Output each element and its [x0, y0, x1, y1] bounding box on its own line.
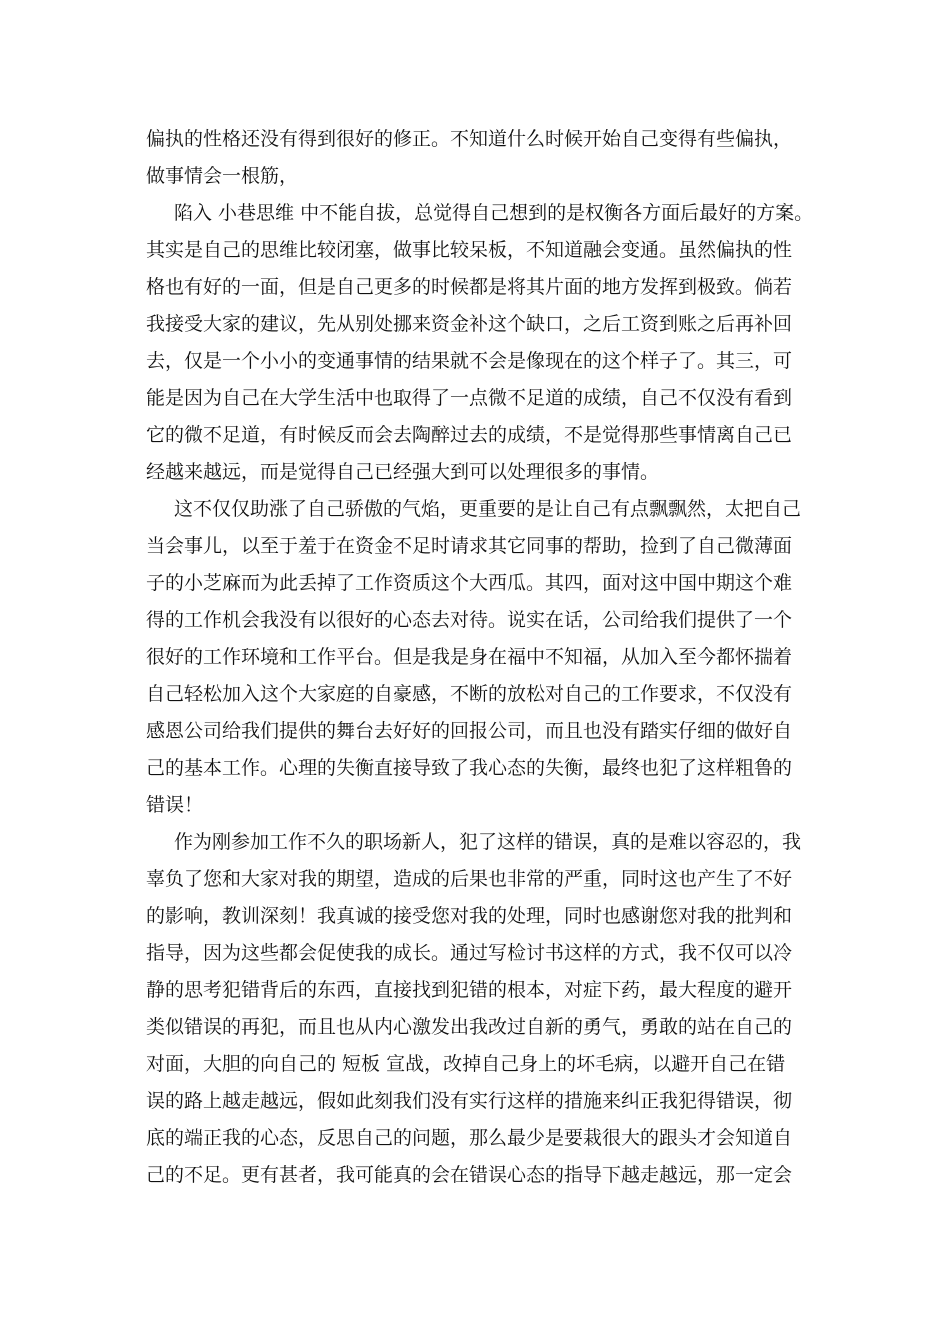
text-line: 辜负了您和大家对我的期望，造成的后果也非常的严重，同时这也产生了不好	[146, 868, 793, 890]
text-line: 得的工作机会我没有以很好的心态去对待。说实在话，公司给我们提供了一个	[146, 609, 793, 631]
body-text	[146, 121, 826, 1194]
text-line: 做事情会一根筋，	[146, 165, 299, 187]
text-line: 对面，大胆的向自己的 短板 宣战，改掉自己身上的坏毛病，以避开自己在错	[146, 1053, 786, 1075]
text-line: 己的不足。更有甚者，我可能真的会在错误心态的指导下越走越远，那一定会	[146, 1164, 793, 1186]
paragraph-first-line: 陷入 小巷思维 中不能自拔，总觉得自己想到的是权衡各方面后最好的方案。	[174, 202, 814, 224]
text-line: 当会事儿，以至于羞于在资金不足时请求其它同事的帮助，捡到了自己微薄面	[146, 535, 793, 557]
text-line: 子的小芝麻而为此丢掉了工作资质这个大西瓜。其四，面对这中国中期这个难	[146, 572, 793, 594]
text-line: 的影响，教训深刻！我真诚的接受您对我的处理，同时也感谢您对我的批判和	[146, 905, 793, 927]
text-line: 指导，因为这些都会促使我的成长。通过写检讨书这样的方式，我不仅可以冷	[146, 942, 793, 964]
text-line: 能是因为自己在大学生活中也取得了一点微不足道的成绩，自己不仅没有看到	[146, 387, 793, 409]
text-line: 格也有好的一面，但是自己更多的时候都是将其片面的地方发挥到极致。倘若	[146, 276, 793, 298]
text-line: 己的基本工作。心理的失衡直接导致了我心态的失衡，最终也犯了这样粗鲁的	[146, 757, 793, 779]
text-line: 很好的工作环境和工作平台。但是我是身在福中不知福，从加入至今都怀揣着	[146, 646, 793, 668]
paragraph-first-line: 作为刚参加工作不久的职场新人，犯了这样的错误，真的是难以容忍的，我	[174, 831, 802, 853]
text-line: 自己轻松加入这个大家庭的自豪感，不断的放松对自己的工作要求，不仅没有	[146, 683, 793, 705]
text-line: 它的微不足道，有时候反而会去陶醉过去的成绩，不是觉得那些事情离自己已	[146, 424, 793, 446]
text-line: 错误！	[146, 794, 204, 816]
text-line: 经越来越远，而是觉得自己已经强大到可以处理很多的事情。	[146, 461, 660, 483]
text-line: 偏执的性格还没有得到很好的修正。不知道什么时候开始自己变得有些偏执，	[146, 128, 793, 150]
text-line: 其实是自己的思维比较闭塞，做事比较呆板，不知道融会变通。虽然偏执的性	[146, 239, 793, 261]
text-line: 静的思考犯错背后的东西，直接找到犯错的根本，对症下药，最大程度的避开	[146, 979, 793, 1001]
text-line: 去，仅是一个小小的变通事情的结果就不会是像现在的这个样子了。其三，可	[146, 350, 793, 372]
paragraph-first-line: 这不仅仅助涨了自己骄傲的气焰，更重要的是让自己有点飘飘然，太把自己	[174, 498, 802, 520]
text-line: 感恩公司给我们提供的舞台去好好的回报公司，而且也没有踏实仔细的做好自	[146, 720, 793, 742]
text-line: 我接受大家的建议，先从别处挪来资金补这个缺口，之后工资到账之后再补回	[146, 313, 793, 335]
text-line: 类似错误的再犯，而且也从内心激发出我改过自新的勇气，勇敢的站在自己的	[146, 1016, 793, 1038]
text-line: 底的端正我的心态，反思自己的问题，那么最少是要栽很大的跟头才会知道自	[146, 1127, 793, 1149]
text-line: 误的路上越走越远，假如此刻我们没有实行这样的措施来纠正我犯得错误，彻	[146, 1090, 793, 1112]
